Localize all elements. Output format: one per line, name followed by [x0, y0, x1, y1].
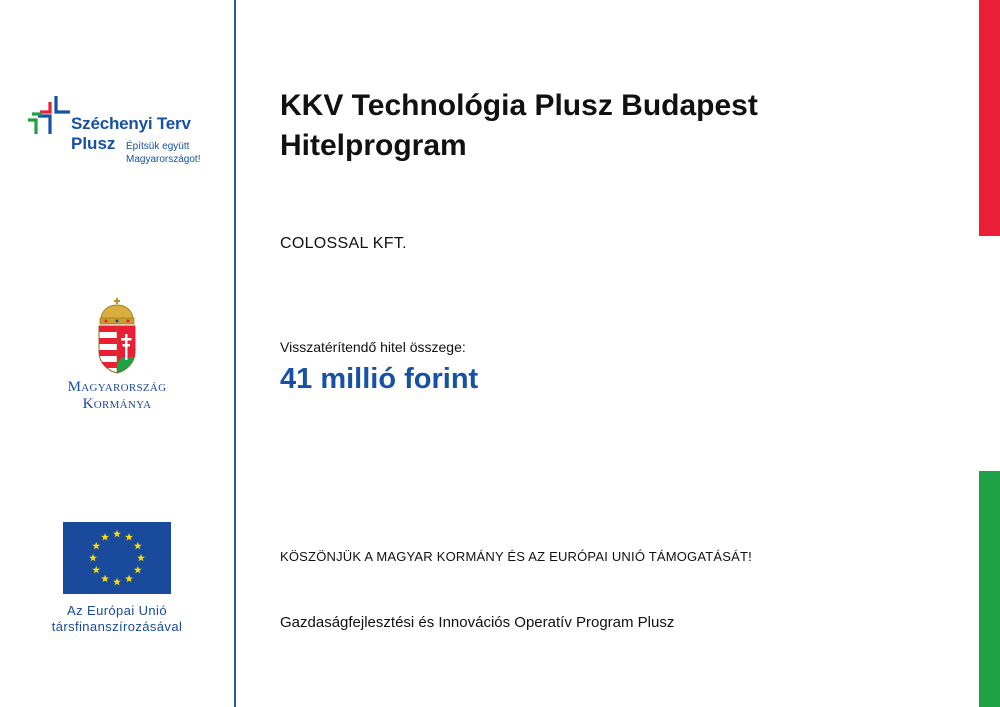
szechenyi-terv-logo: [26, 94, 226, 174]
flag-stripe-green: [979, 471, 1000, 707]
government-name-line2: Kormánya: [82, 396, 152, 412]
vertical-divider: [234, 0, 236, 707]
eu-flag-icon: [63, 522, 171, 594]
government-name-line1: Magyarország: [67, 379, 167, 395]
szechenyi-title-plusz: Plusz: [71, 134, 116, 153]
operational-program-name: Gazdaságfejlesztési és Innovációs Operatív Program Plusz: [280, 614, 675, 631]
program-title: KKV Technológia Plusz Budapest Hitelprogram: [280, 89, 758, 162]
eu-cofinancing-line2: társfinanszírozásával: [51, 619, 183, 634]
eu-cofinancing-line1: Az Európai Unió: [67, 603, 167, 618]
hungarian-coat-of-arms-icon: [95, 298, 139, 374]
szechenyi-slogan-line2: Magyarországot!: [126, 154, 201, 165]
beneficiary-name: COLOSSAL KFT.: [280, 235, 407, 252]
szechenyi-title: Széchenyi Terv: [71, 114, 191, 133]
loan-amount-label: Visszatérítendő hitel összege:: [280, 339, 466, 355]
flag-stripe-red: [979, 0, 1000, 236]
szechenyi-slogan-line1: Építsük együtt: [126, 141, 190, 152]
thanks-statement: KÖSZÖNJÜK A MAGYAR KORMÁNY ÉS AZ EURÓPAI UNIÓ TÁMOGATÁSÁT!: [280, 549, 752, 564]
loan-amount-value: 41 millió forint: [280, 363, 479, 395]
szechenyi-cross-icon: [26, 94, 70, 138]
